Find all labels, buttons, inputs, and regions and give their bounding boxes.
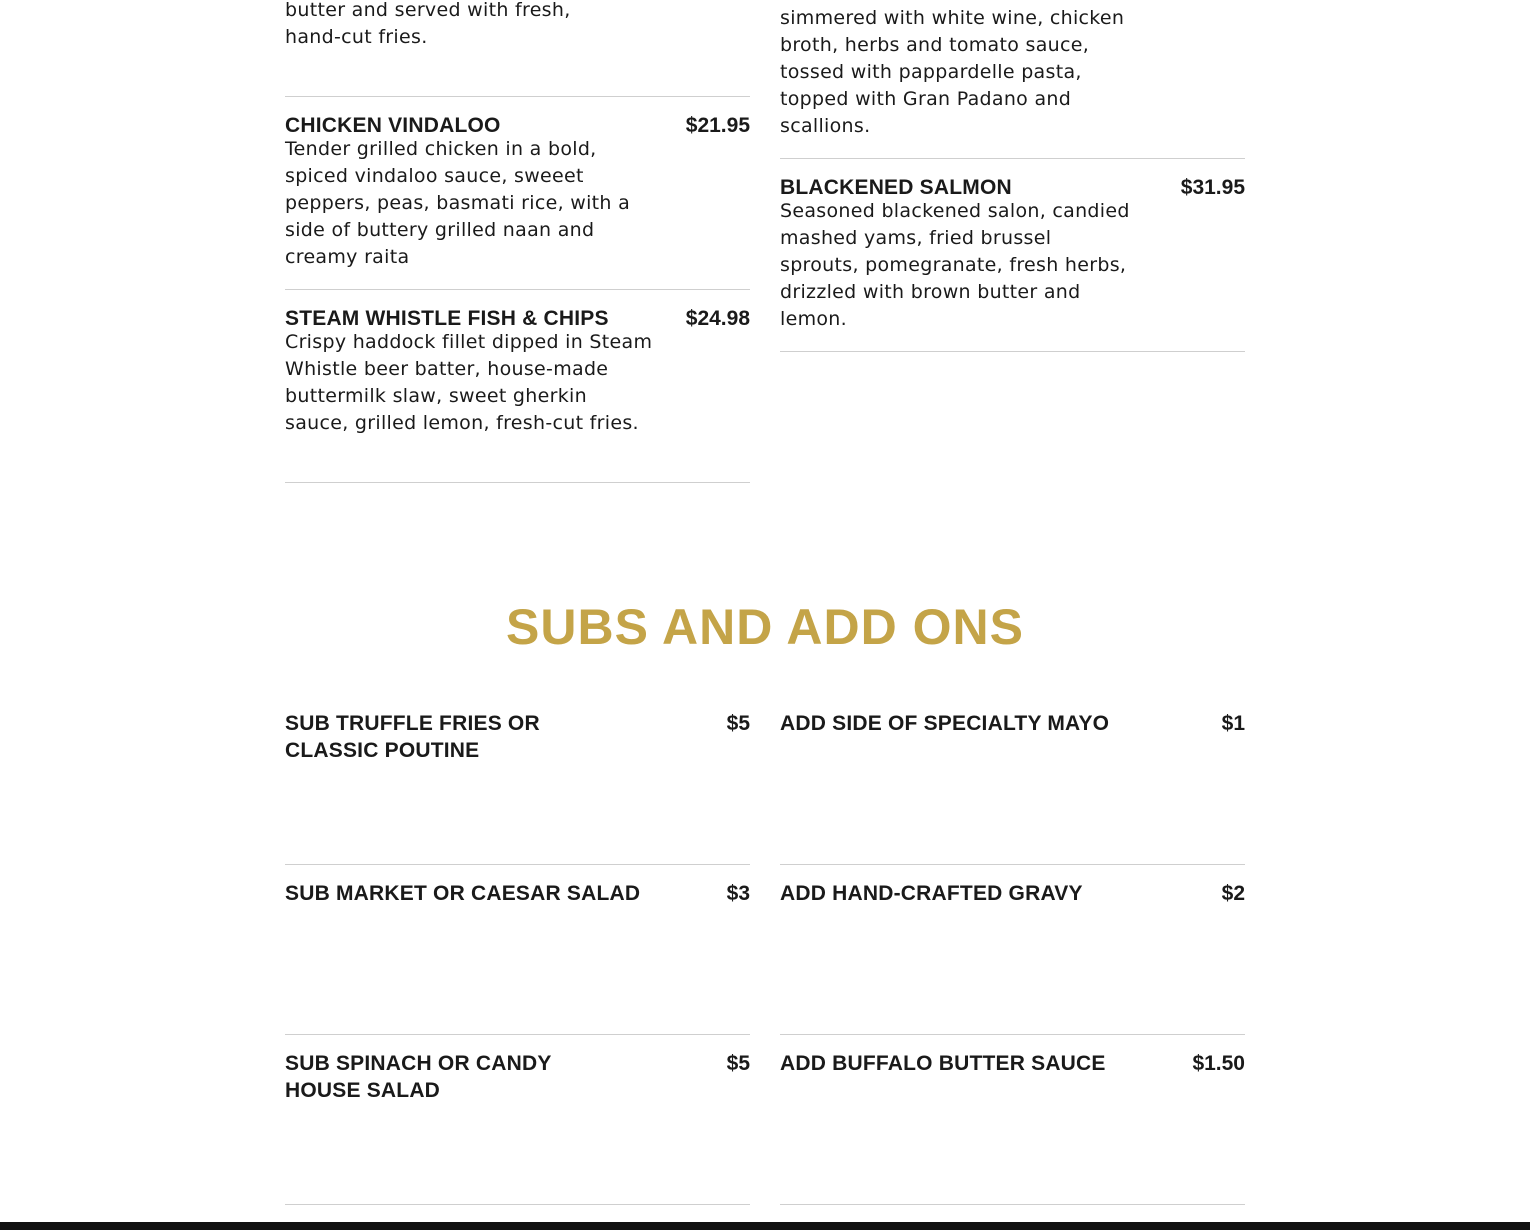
divider — [780, 351, 1245, 352]
addon-item-name: SUB SPINACH OR CANDY HOUSE SALAD — [285, 1052, 552, 1102]
menu-item-name: BLACKENED SALMON — [780, 176, 1012, 199]
divider — [285, 96, 750, 97]
addon-item-name: ADD HAND-CRAFTED GRAVY — [780, 882, 1083, 905]
divider — [780, 158, 1245, 159]
addon-item-price: $5 — [726, 1052, 750, 1075]
divider — [780, 1034, 1245, 1035]
menu-item-description: Seasoned blackened salon, candied mashed yams, fried brussel sprouts, pomegranate, fresh herbs, drizzled with brown butter and lemon. — [780, 200, 1130, 330]
addon-item-price: $1.50 — [1192, 1052, 1245, 1075]
menu-item-description: butter and served with fresh, hand-cut fries. — [285, 0, 571, 48]
addon-item-name: SUB TRUFFLE FRIES OR CLASSIC POUTINE — [285, 712, 540, 762]
divider — [285, 482, 750, 483]
menu-item-price: $24.98 — [685, 307, 750, 330]
menu-item-price: $31.95 — [1180, 176, 1245, 199]
addon-item-name: ADD BUFFALO BUTTER SAUCE — [780, 1052, 1106, 1075]
addon-item-name: SUB MARKET OR CAESAR SALAD — [285, 882, 641, 905]
divider — [285, 1034, 750, 1035]
divider — [780, 864, 1245, 865]
menu-item-description: Crispy haddock fillet dipped in Steam Whistle beer batter, house-made buttermilk slaw, sweet gherkin sauce, grilled lemon, fresh-cut fries. — [285, 331, 653, 434]
divider — [285, 864, 750, 865]
footer-bar — [0, 1222, 1530, 1230]
addon-item-price: $5 — [726, 712, 750, 735]
addon-item-price: $2 — [1221, 882, 1245, 905]
menu-item-name: STEAM WHISTLE FISH & CHIPS — [285, 307, 609, 330]
addon-item-name: ADD SIDE OF SPECIALTY MAYO — [780, 712, 1110, 735]
addon-item-price: $3 — [726, 882, 750, 905]
addon-item-price: $1 — [1221, 712, 1245, 735]
divider — [780, 1204, 1245, 1205]
divider — [285, 289, 750, 290]
section-title: SUBS AND ADD ONS — [506, 599, 1024, 655]
menu-item-price: $21.95 — [685, 114, 750, 137]
menu-item-description: Tender grilled chicken in a bold, spiced vindaloo sauce, sweeet peppers, peas, basmati rice, with a side of buttery grilled naan and creamy raita — [285, 138, 631, 268]
menu-item-description: simmered with white wine, chicken broth, herbs and tomato sauce, tossed with pappardelle pasta, topped with Gran Padano and scallions. — [780, 7, 1125, 137]
menu-item-name: CHICKEN VINDALOO — [285, 114, 501, 137]
divider — [285, 1204, 750, 1205]
